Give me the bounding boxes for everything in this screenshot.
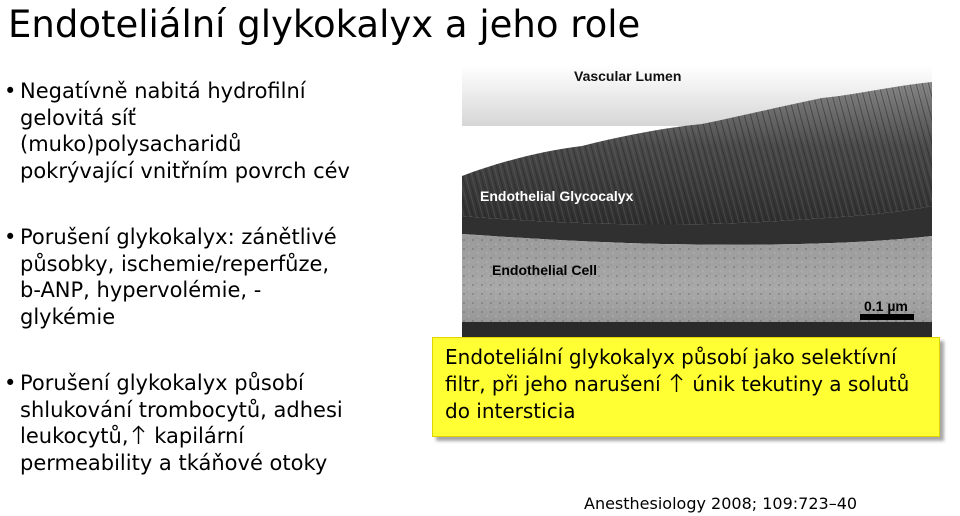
bullet-line: pokrývající vnitřním povrch cév [20,158,350,183]
bullet-line: působky, ischemie/reperfůze, [20,251,330,276]
bullet-line: Porušení glykokalyx působí [20,371,304,395]
label-vascular-lumen: Vascular Lumen [574,68,682,84]
bullet-text: leukocytů, [20,424,129,448]
bullet-dot-icon: • [4,225,17,249]
glycocalyx-micrograph [462,66,932,344]
bullet-line: (muko)polysacharidů [20,132,242,156]
bullet-line-with-arrow [20,423,430,450]
callout-box [432,337,940,437]
bullet-text: kapilární [147,424,245,448]
callout-text: únik tekutiny a solutů [686,372,910,396]
bullet-line: gelovitá síť [20,105,136,130]
bullet-line: permeability a tkáňové otoky [20,450,328,475]
bullet-line: Porušení glykokalyx: zánětlivé [20,225,337,249]
bullet-line: shlukování trombocytů, adhesi [20,397,343,422]
bullet-dot-icon: • [4,79,17,103]
bullet-line: glykémie [20,304,116,329]
callout-text: filtr, při jeho narušení [445,372,668,396]
callout-line: do intersticia [445,399,576,423]
callout-line: Endoteliální glykokalyx působí jako selektívní [445,345,897,369]
slide-title: Endoteliální glykokalyx a jeho role [8,3,641,46]
scale-bar-label: 0.1 µm [864,298,908,314]
micrograph-image [462,66,932,344]
label-endothelial-cell: Endothelial Cell [492,262,598,278]
bullet-line: Negatívně nabitá hydrofilní [20,79,306,103]
up-arrow-icon [670,373,683,393]
citation: Anesthesiology 2008; 109:723–40 [584,494,858,513]
bullet-dot-icon: • [4,371,17,395]
up-arrow-icon [132,425,145,445]
bullet-line: b-ANP, hypervolémie, - [20,278,262,302]
callout-line-with-arrow [445,371,939,398]
label-endothelial-glycocalyx: Endothelial Glycocalyx [480,188,634,204]
